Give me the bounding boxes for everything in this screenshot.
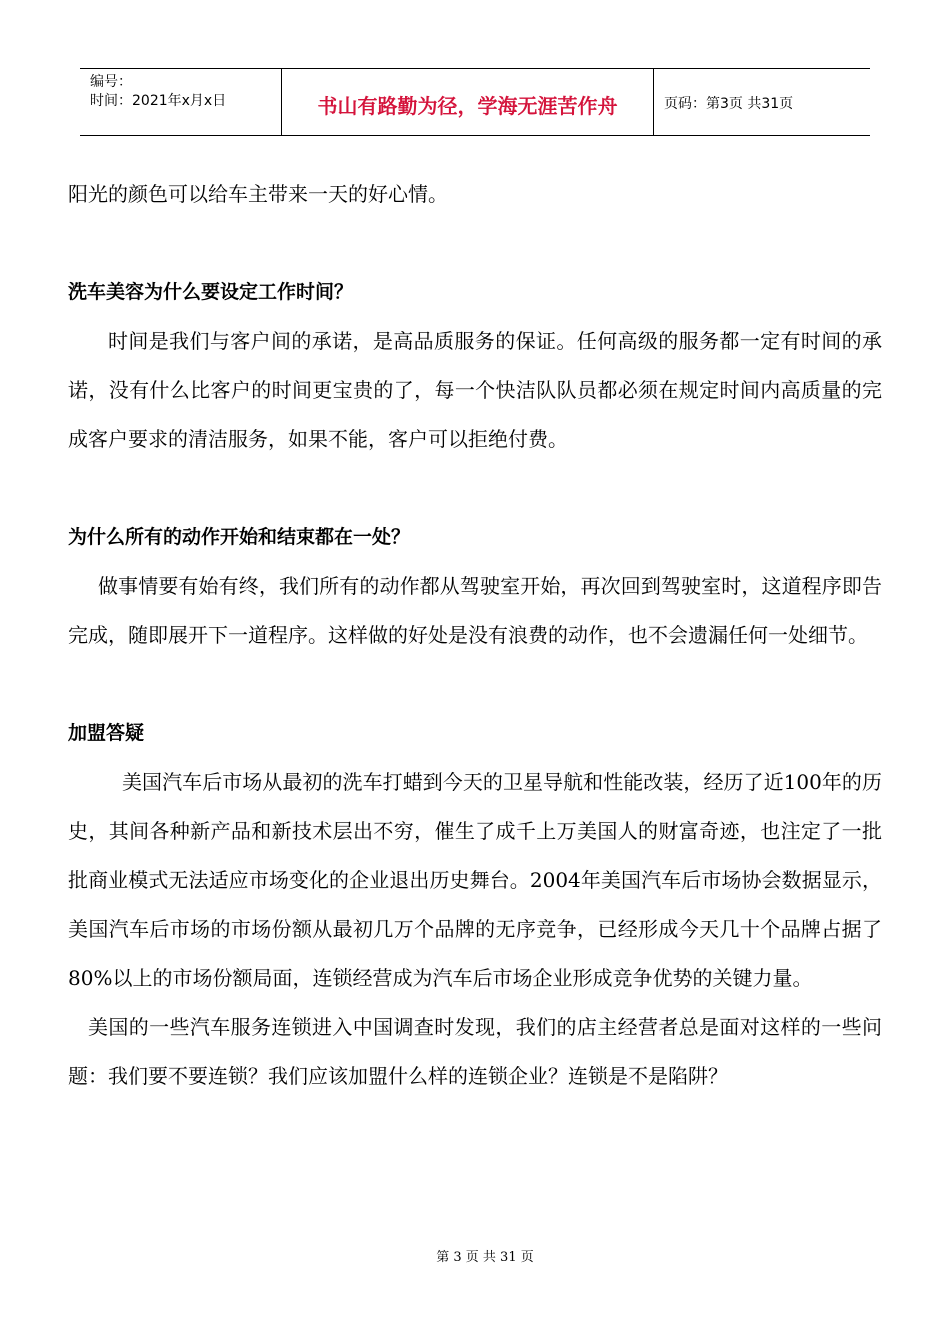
header-page-number: 页码：第3页 共31页	[664, 96, 794, 112]
heading-franchise-faq: 加盟答疑	[68, 722, 145, 744]
paragraph-start-end: 做事情要有始有终，我们所有的动作都从驾驶室开始，再次回到驾驶室时，这道程序即告完成，随即展开下一道程序。这样做的好处是没有浪费的动作，也不会遗漏任何一处细节。	[68, 574, 882, 647]
page-header	[80, 68, 870, 136]
heading-start-end: 为什么所有的动作开始和结束都在一处？	[68, 526, 411, 548]
paragraph-work-time: 时间是我们与客户间的承诺，是高品质服务的保证。任何高级的服务都一定有时间的承诺，没有什么比客户的时间更宝贵的了，每一个快洁队队员都必须在规定时间内高质量的完成客户要求的清洁服务，如果不能，客户可以拒绝付费。	[68, 329, 882, 451]
paragraph-china-survey: 美国的一些汽车服务连锁进入中国调查时发现，我们的店主经营者总是面对这样的一些问题：我们要不要连锁？我们应该加盟什么样的连锁企业？连锁是不是陷阱？	[68, 1015, 882, 1088]
document-body	[68, 170, 882, 1101]
document-date: 时间：2021年x月x日	[90, 93, 227, 109]
paragraph-intro: 阳光的颜色可以给车主带来一天的好心情。	[68, 182, 448, 206]
header-meta	[80, 69, 282, 135]
page-footer: 第 3 页 共 31 页	[436, 1250, 534, 1265]
header-motto: 书山有路勤为径，学海无涯苦作舟	[282, 69, 654, 135]
document-number: 编号：	[90, 74, 132, 90]
paragraph-us-market: 美国汽车后市场从最初的洗车打蜡到今天的卫星导航和性能改装，经历了近100年的历史，其间各种新产品和新技术层出不穷，催生了成千上万美国人的财富奇迹，也注定了一批批商业模式无法适应市场变化的企业退出历史舞台。2004年美国汽车后市场协会数据显示，美国汽车后市场的市场份额从最初几万个品牌的无序竞争，已经形成今天几十个品牌占据了80%以上的市场份额局面，连锁经营成为汽车后市场企业形成竞争优势的关键力量。	[68, 770, 882, 990]
heading-work-time: 洗车美容为什么要设定工作时间？	[68, 281, 354, 303]
